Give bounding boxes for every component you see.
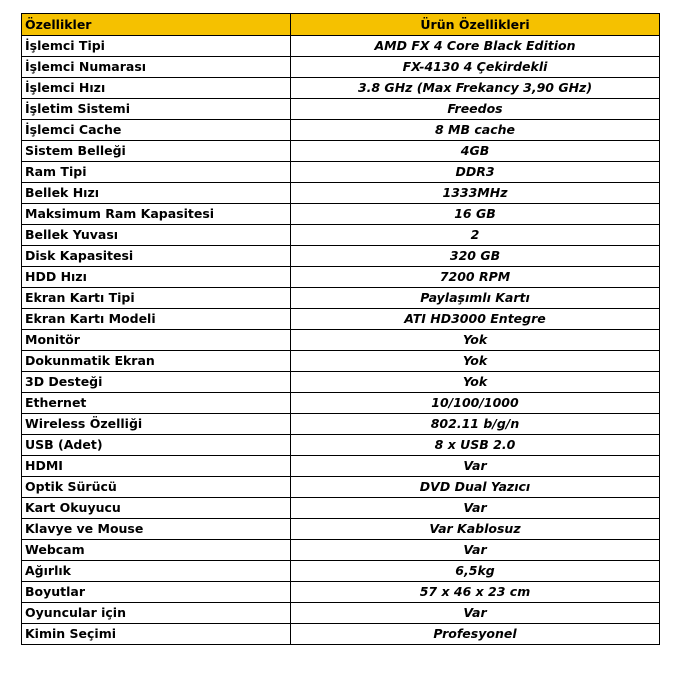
spec-value: 16 GB	[291, 204, 660, 225]
table-row	[22, 603, 660, 624]
table-header-row	[22, 14, 660, 36]
spec-value: Var Kablosuz	[291, 519, 660, 540]
spec-value: 1333MHz	[291, 183, 660, 204]
spec-name: İşletim Sistemi	[22, 99, 291, 120]
spec-name: Ram Tipi	[22, 162, 291, 183]
spec-name: HDMI	[22, 456, 291, 477]
table-row	[22, 498, 660, 519]
table-row	[22, 36, 660, 57]
spec-name: Sistem Belleği	[22, 141, 291, 162]
spec-name: Optik Sürücü	[22, 477, 291, 498]
table-row	[22, 351, 660, 372]
table-row	[22, 330, 660, 351]
spec-name: Dokunmatik Ekran	[22, 351, 291, 372]
spec-value: 7200 RPM	[291, 267, 660, 288]
table-row	[22, 246, 660, 267]
spec-name: HDD Hızı	[22, 267, 291, 288]
table-row	[22, 519, 660, 540]
spec-value: 8 MB cache	[291, 120, 660, 141]
spec-name: Maksimum Ram Kapasitesi	[22, 204, 291, 225]
spec-value: AMD FX 4 Core Black Edition	[291, 36, 660, 57]
spec-value: FX-4130 4 Çekirdekli	[291, 57, 660, 78]
table-row	[22, 225, 660, 246]
spec-value: DDR3	[291, 162, 660, 183]
spec-name: Kimin Seçimi	[22, 624, 291, 645]
header-features: Özellikler	[22, 14, 291, 36]
spec-name: İşlemci Hızı	[22, 78, 291, 99]
table-row	[22, 183, 660, 204]
table-row	[22, 456, 660, 477]
spec-value: 802.11 b/g/n	[291, 414, 660, 435]
table-row	[22, 288, 660, 309]
spec-name: Ekran Kartı Tipi	[22, 288, 291, 309]
spec-value: Yok	[291, 351, 660, 372]
table-row	[22, 372, 660, 393]
table-row	[22, 99, 660, 120]
spec-value: DVD Dual Yazıcı	[291, 477, 660, 498]
spec-name: Wireless Özelliği	[22, 414, 291, 435]
spec-table	[21, 13, 660, 645]
spec-value: Var	[291, 540, 660, 561]
spec-name: 3D Desteği	[22, 372, 291, 393]
spec-name: Bellek Hızı	[22, 183, 291, 204]
spec-name: Bellek Yuvası	[22, 225, 291, 246]
spec-value: Freedos	[291, 99, 660, 120]
table-row	[22, 540, 660, 561]
table-row	[22, 477, 660, 498]
spec-name: Disk Kapasitesi	[22, 246, 291, 267]
table-row	[22, 267, 660, 288]
spec-value: 8 x USB 2.0	[291, 435, 660, 456]
spec-name: Monitör	[22, 330, 291, 351]
table-row	[22, 309, 660, 330]
spec-value: Yok	[291, 372, 660, 393]
header-product-features: Ürün Özellikleri	[291, 14, 660, 36]
spec-name: İşlemci Tipi	[22, 36, 291, 57]
spec-value: Yok	[291, 330, 660, 351]
spec-value: Paylaşımlı Kartı	[291, 288, 660, 309]
table-row	[22, 624, 660, 645]
spec-value: Var	[291, 498, 660, 519]
spec-value: ATI HD3000 Entegre	[291, 309, 660, 330]
spec-value: Profesyonel	[291, 624, 660, 645]
spec-name: Ağırlık	[22, 561, 291, 582]
spec-value: 6,5kg	[291, 561, 660, 582]
table-row	[22, 57, 660, 78]
table-row	[22, 582, 660, 603]
spec-name: Kart Okuyucu	[22, 498, 291, 519]
spec-name: Ethernet	[22, 393, 291, 414]
spec-name: İşlemci Cache	[22, 120, 291, 141]
spec-value: 57 x 46 x 23 cm	[291, 582, 660, 603]
table-row	[22, 78, 660, 99]
table-row	[22, 435, 660, 456]
spec-name: USB (Adet)	[22, 435, 291, 456]
spec-value: 10/100/1000	[291, 393, 660, 414]
spec-name: Oyuncular için	[22, 603, 291, 624]
spec-name: Klavye ve Mouse	[22, 519, 291, 540]
table-row	[22, 120, 660, 141]
table-row	[22, 141, 660, 162]
spec-value: 320 GB	[291, 246, 660, 267]
table-row	[22, 561, 660, 582]
table-row	[22, 393, 660, 414]
spec-value: 4GB	[291, 141, 660, 162]
spec-name: Ekran Kartı Modeli	[22, 309, 291, 330]
spec-value: Var	[291, 456, 660, 477]
table-row	[22, 414, 660, 435]
table-body	[22, 36, 660, 645]
spec-value: Var	[291, 603, 660, 624]
spec-name: Boyutlar	[22, 582, 291, 603]
spec-name: Webcam	[22, 540, 291, 561]
table-row	[22, 162, 660, 183]
spec-table-container	[21, 13, 659, 645]
spec-value: 3.8 GHz (Max Frekancy 3,90 GHz)	[291, 78, 660, 99]
spec-value: 2	[291, 225, 660, 246]
table-row	[22, 204, 660, 225]
spec-name: İşlemci Numarası	[22, 57, 291, 78]
